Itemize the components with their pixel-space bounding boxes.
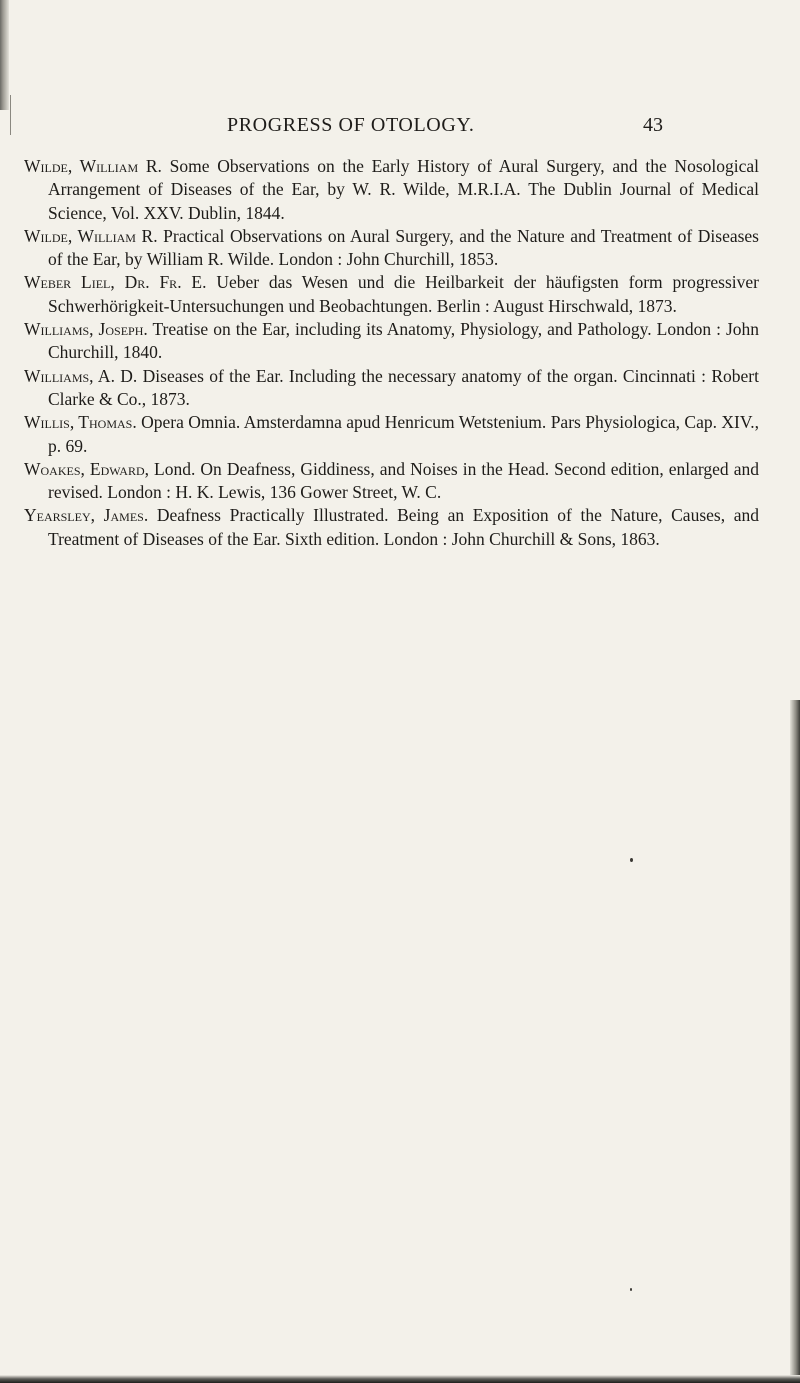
- entry-author: Yearsley, James.: [24, 505, 149, 526]
- ink-speck: [630, 1288, 632, 1291]
- entry-author: Woakes, Edward,: [24, 458, 149, 479]
- entry-text: Deafness Practically Illustrated. Being an Exposition of the Nature, Causes, and Treatment of Diseases of the Ear. Sixth edition. London : John Churchill & Sons, 1863.: [48, 505, 760, 549]
- scan-edge-right: [790, 700, 800, 1383]
- entry-author: Willis, Thomas.: [24, 412, 137, 433]
- scan-edge-bottom: [0, 1375, 800, 1383]
- bibliography-entry: [24, 318, 759, 365]
- entry-author: Wilde, William R.: [24, 225, 158, 246]
- bibliography-entry: [24, 504, 759, 551]
- bibliography-entry: [24, 225, 759, 272]
- bibliography-entry: [24, 365, 759, 412]
- entry-author: Williams, A. D.: [24, 365, 138, 386]
- entry-author: Wilde, William R.: [24, 156, 162, 176]
- bibliography-list: [24, 155, 759, 551]
- entry-text: Treatise on the Ear, including its Anatomy, Physiology, and Pathology. London : John Churchill, 1840.: [48, 319, 760, 363]
- entry-text: Some Observations on the Early History of Aural Surgery, and the Nosological Arrangement of Diseases of the Ear, by W. R. Wilde, M.R.I.A. The Dublin Journal of Medical Science, Vol. XXV. Dublin, 1844.: [48, 156, 759, 223]
- bibliography-entry: [24, 155, 759, 225]
- running-title: PROGRESS OF OTOLOGY.: [227, 114, 475, 136]
- scan-edge-left: [0, 0, 9, 110]
- entry-text: Practical Observations on Aural Surgery, and the Nature and Treatment of Diseases of the Ear, by William R. Wilde. London : John Churchill, 1853.: [48, 225, 759, 270]
- page-number: 43: [643, 114, 663, 136]
- page-header: [0, 114, 800, 140]
- entry-text: Diseases of the Ear. Including the necessary anatomy of the organ. Cincinnati : Robert Clarke & Co., 1873.: [48, 365, 759, 409]
- entry-text: Ueber das Wesen und die Heilbarkeit der häufigsten form progressiver Schwerhörigkeit-Untersuchungen und Beobachtungen. Berlin : August Hirschwald, 1873.: [48, 272, 759, 316]
- entry-text: Opera Omnia. Amsterdamna apud Henricum Wetstenium. Pars Physiologica, Cap. XIV., p. 69.: [48, 412, 759, 456]
- bibliography-entry: [24, 271, 759, 318]
- ink-speck: [630, 858, 633, 862]
- entry-text: Lond. On Deafness, Giddiness, and Noises in the Head. Second edition, enlarged and revised. London : H. K. Lewis, 136 Gower Street, W. C.: [48, 458, 759, 503]
- entry-author: Weber Liel, Dr. Fr. E.: [24, 272, 207, 293]
- entry-author: Williams, Joseph.: [24, 319, 148, 340]
- bibliography-entry: [24, 411, 759, 458]
- bibliography-entry: [24, 458, 759, 505]
